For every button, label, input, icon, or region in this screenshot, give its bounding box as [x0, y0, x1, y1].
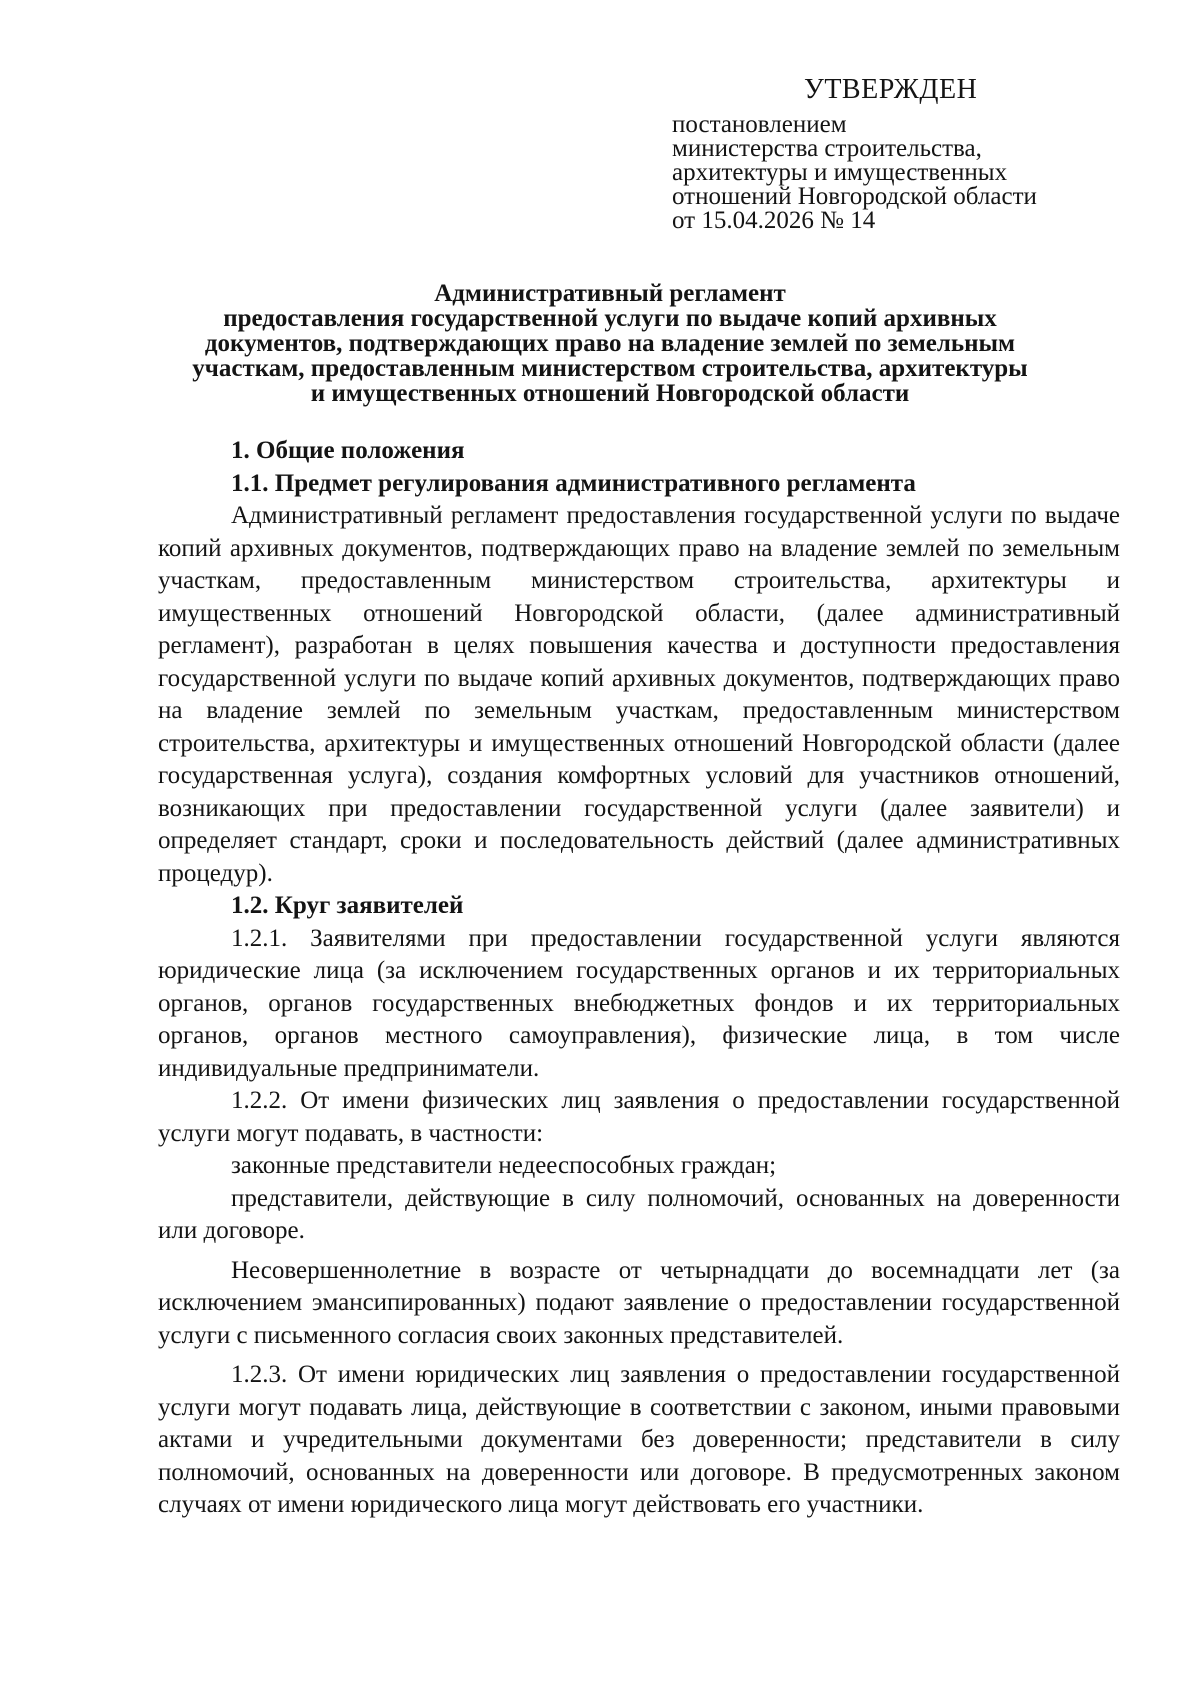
paragraph-subject: Административный регламент предоставления государственной услуги по выдаче копий архивных документов, подтверждающих право на владение землей по земельным участкам, предоставленным министерством строительства, архитектуры и имущественных отношений Новгородской области, (далее административный регламент), разработан в целях повышения качества и доступности предоставления государственной услуги по выдаче копий архивных документов, подтверждающих право на владение землей по земельным участкам, предоставленным министерством строительства, архитектуры и имущественных отношений Новгородской области (далее государственная услуга), создания комфортных условий для участников отношений, возникающих при предоставлении государственной услуги (далее заявители) и определяет стандарт, сроки и последовательность действий (далее административных процедур).: [158, 502, 1120, 887]
approval-stamp: [672, 74, 1112, 234]
title-line: и имущественных отношений Новгородской области: [310, 380, 910, 407]
title-line: документов, подтверждающих право на владение землей по земельным: [204, 330, 1016, 357]
subsection-heading: 1.1. Предмет регулирования административного регламента: [231, 469, 916, 497]
approval-line: отношений Новгородской области: [672, 183, 1037, 210]
section-heading: 1. Общие положения: [231, 437, 465, 464]
approved-label: УТВЕРЖДЕН: [804, 74, 978, 105]
document-body: [158, 435, 1120, 1522]
title-line: предоставления государственной услуги по выдаче копий архивных: [223, 305, 997, 332]
paragraph-minors: Несовершеннолетние в возрасте от четырнадцати до восемнадцати лет (за исключением эмансипированных) подают заявление о предоставлении государственной услуги с письменного согласия своих законных представителей.: [158, 1256, 1120, 1349]
title-line: участкам, предоставленным министерством строительства, архитектуры: [192, 355, 1028, 382]
title-line: Административный регламент: [434, 280, 786, 307]
list-item: представители, действующие в силу полномочий, основанных на доверенности или договоре.: [158, 1184, 1120, 1244]
approval-line: архитектуры и имущественных: [672, 159, 1008, 186]
approval-line: министерства строительства,: [672, 135, 982, 162]
document-title: [130, 281, 1090, 406]
paragraph-1-2-3: 1.2.3. От имени юридических лиц заявления о предоставлении государственной услуги могут подавать лица, действующие в соответствии с законом, иными правовыми актами и учредительными документами без доверенности; представители в силу полномочий, основанных на доверенности или договоре. В предусмотренных законом случаях от имени юридического лица могут действовать его участники.: [158, 1361, 1120, 1518]
approval-line: от 15.04.2026 № 14: [672, 207, 876, 234]
paragraph-1-2-1: 1.2.1. Заявителями при предоставлении государственной услуги являются юридические лица (за исключением государственных органов и их территориальных органов, органов государственных внебюджетных фондов и их территориальных органов, органов местного самоуправления), физические лица, в том числе индивидуальные предприниматели.: [158, 924, 1120, 1082]
subsection-heading: 1.2. Круг заявителей: [231, 892, 464, 919]
approval-line: постановлением: [672, 111, 847, 138]
list-item: законные представители недееспособных граждан;: [231, 1152, 777, 1179]
paragraph-1-2-2: 1.2.2. От имени физических лиц заявления о предоставлении государственной услуги могут подавать, в частности:: [158, 1087, 1120, 1147]
